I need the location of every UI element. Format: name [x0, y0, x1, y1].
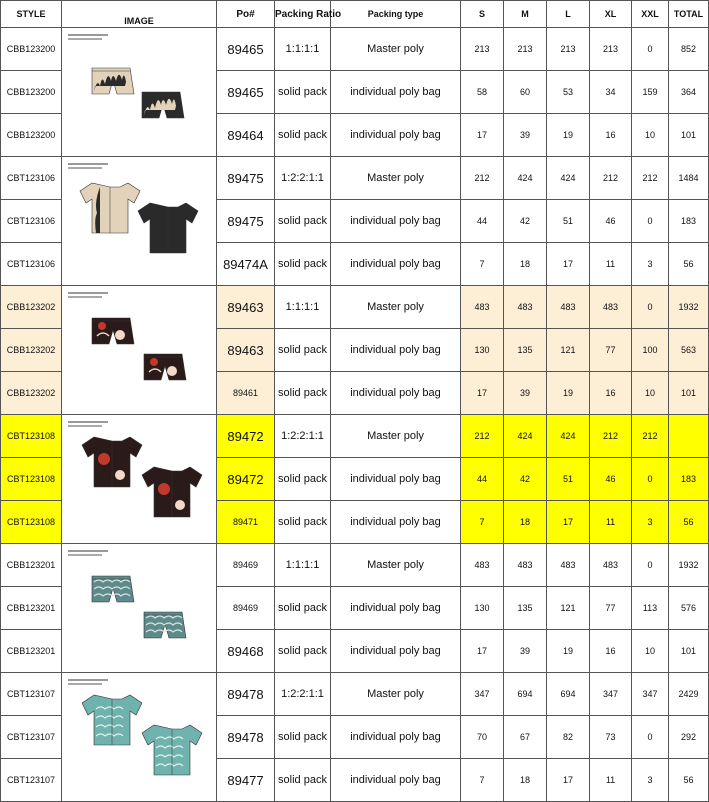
size-l-cell: 19: [547, 114, 590, 157]
size-s-cell: 130: [461, 329, 504, 372]
size-l-cell: 424: [547, 415, 590, 458]
header-total: TOTAL: [669, 1, 709, 28]
size-s-cell: 17: [461, 630, 504, 673]
size-m-cell: 213: [504, 28, 547, 71]
header-size-xxl: XXL: [632, 1, 669, 28]
size-xl-cell: 34: [590, 71, 632, 114]
size-m-cell: 135: [504, 329, 547, 372]
size-l-cell: 17: [547, 759, 590, 802]
packing-type-cell: individual poly bag: [331, 587, 461, 630]
packing-ratio-cell: solid pack: [275, 372, 331, 415]
size-s-cell: 58: [461, 71, 504, 114]
size-xl-cell: 483: [590, 286, 632, 329]
total-cell: 101: [669, 372, 709, 415]
size-m-cell: 60: [504, 71, 547, 114]
packing-ratio-cell: 1:1:1:1: [275, 28, 331, 71]
total-cell: 852: [669, 28, 709, 71]
po-number-cell: 89472: [217, 458, 275, 501]
total-cell: 563: [669, 329, 709, 372]
packing-type-cell: individual poly bag: [331, 114, 461, 157]
po-number-cell: 89464: [217, 114, 275, 157]
size-xl-cell: 77: [590, 329, 632, 372]
total-cell: [669, 415, 709, 458]
packing-type-cell: individual poly bag: [331, 71, 461, 114]
size-l-cell: 694: [547, 673, 590, 716]
po-number-cell: 89475: [217, 200, 275, 243]
packing-ratio-cell: solid pack: [275, 458, 331, 501]
size-m-cell: 67: [504, 716, 547, 759]
packing-type-cell: individual poly bag: [331, 243, 461, 286]
size-xl-cell: 11: [590, 243, 632, 286]
size-s-cell: 483: [461, 286, 504, 329]
size-l-cell: 213: [547, 28, 590, 71]
packing-type-cell: Master poly: [331, 286, 461, 329]
size-xl-cell: 46: [590, 200, 632, 243]
style-cell: CBB123201: [1, 587, 62, 630]
size-m-cell: 694: [504, 673, 547, 716]
size-xxl-cell: 212: [632, 157, 669, 200]
size-l-cell: 17: [547, 501, 590, 544]
header-size-m: M: [504, 1, 547, 28]
size-s-cell: 483: [461, 544, 504, 587]
packing-ratio-cell: solid pack: [275, 243, 331, 286]
size-s-cell: 213: [461, 28, 504, 71]
total-cell: 1932: [669, 286, 709, 329]
size-l-cell: 483: [547, 286, 590, 329]
style-cell: CBB123202: [1, 329, 62, 372]
size-m-cell: 18: [504, 243, 547, 286]
po-number-cell: 89472: [217, 415, 275, 458]
po-number-cell: 89478: [217, 673, 275, 716]
size-xl-cell: 213: [590, 28, 632, 71]
table-row: [1, 157, 709, 200]
style-cell: CBT123106: [1, 200, 62, 243]
total-cell: 1484: [669, 157, 709, 200]
total-cell: 56: [669, 501, 709, 544]
total-cell: 1932: [669, 544, 709, 587]
size-l-cell: 424: [547, 157, 590, 200]
po-number-cell: 89478: [217, 716, 275, 759]
size-xl-cell: 212: [590, 157, 632, 200]
size-xxl-cell: 0: [632, 286, 669, 329]
size-s-cell: 17: [461, 114, 504, 157]
packing-ratio-cell: 1:2:2:1:1: [275, 415, 331, 458]
style-cell: CBB123202: [1, 372, 62, 415]
size-xl-cell: 212: [590, 415, 632, 458]
size-l-cell: 51: [547, 458, 590, 501]
size-l-cell: 51: [547, 200, 590, 243]
style-cell: CBB123200: [1, 114, 62, 157]
size-xxl-cell: 212: [632, 415, 669, 458]
size-l-cell: 17: [547, 243, 590, 286]
total-cell: 292: [669, 716, 709, 759]
size-xl-cell: 11: [590, 501, 632, 544]
size-l-cell: 483: [547, 544, 590, 587]
size-xl-cell: 73: [590, 716, 632, 759]
size-xxl-cell: 3: [632, 501, 669, 544]
size-s-cell: 212: [461, 157, 504, 200]
packing-ratio-cell: solid pack: [275, 759, 331, 802]
size-s-cell: 7: [461, 759, 504, 802]
size-s-cell: 347: [461, 673, 504, 716]
style-cell: CBB123201: [1, 544, 62, 587]
header-packing-ratio: Packing Ratio: [275, 1, 331, 28]
size-xxl-cell: 347: [632, 673, 669, 716]
total-cell: 183: [669, 458, 709, 501]
size-m-cell: 18: [504, 501, 547, 544]
size-m-cell: 135: [504, 587, 547, 630]
size-m-cell: 424: [504, 415, 547, 458]
size-m-cell: 424: [504, 157, 547, 200]
size-m-cell: 483: [504, 544, 547, 587]
size-xxl-cell: 10: [632, 114, 669, 157]
packing-type-cell: Master poly: [331, 28, 461, 71]
size-xxl-cell: 0: [632, 200, 669, 243]
table-row: [1, 415, 709, 458]
style-cell: CBB123200: [1, 28, 62, 71]
size-m-cell: 42: [504, 458, 547, 501]
packing-type-cell: individual poly bag: [331, 716, 461, 759]
header-packing-type: Packing type: [331, 1, 461, 28]
size-l-cell: 19: [547, 372, 590, 415]
style-cell: CBT123107: [1, 716, 62, 759]
packing-type-cell: individual poly bag: [331, 630, 461, 673]
size-xl-cell: 347: [590, 673, 632, 716]
size-l-cell: 53: [547, 71, 590, 114]
packing-ratio-cell: solid pack: [275, 587, 331, 630]
total-cell: 101: [669, 114, 709, 157]
packing-type-cell: Master poly: [331, 544, 461, 587]
po-number-cell: 89463: [217, 329, 275, 372]
crane-print-shorts-sketch-icon: [62, 286, 217, 415]
crane-print-shirt-sketch-icon: [62, 415, 217, 544]
size-xxl-cell: 0: [632, 458, 669, 501]
packing-type-cell: individual poly bag: [331, 200, 461, 243]
packing-ratio-cell: solid pack: [275, 716, 331, 759]
style-cell: CBB123202: [1, 286, 62, 329]
packing-ratio-cell: solid pack: [275, 114, 331, 157]
size-xl-cell: 11: [590, 759, 632, 802]
size-xl-cell: 16: [590, 372, 632, 415]
flame-shorts-sketch-icon: [62, 28, 217, 157]
style-cell: CBT123106: [1, 243, 62, 286]
size-xl-cell: 16: [590, 114, 632, 157]
size-xl-cell: 16: [590, 630, 632, 673]
header-style: STYLE: [1, 1, 62, 28]
po-number-cell: 89477: [217, 759, 275, 802]
size-xxl-cell: 3: [632, 759, 669, 802]
size-xl-cell: 77: [590, 587, 632, 630]
packing-ratio-cell: 1:2:2:1:1: [275, 157, 331, 200]
po-number-cell: 89465: [217, 28, 275, 71]
size-xxl-cell: 0: [632, 544, 669, 587]
total-cell: 56: [669, 759, 709, 802]
size-m-cell: 39: [504, 630, 547, 673]
size-xxl-cell: 113: [632, 587, 669, 630]
total-cell: 183: [669, 200, 709, 243]
size-s-cell: 212: [461, 415, 504, 458]
size-m-cell: 483: [504, 286, 547, 329]
size-s-cell: 44: [461, 458, 504, 501]
style-cell: CBB123201: [1, 630, 62, 673]
total-cell: 101: [669, 630, 709, 673]
size-xxl-cell: 10: [632, 630, 669, 673]
table-row: [1, 673, 709, 716]
packing-type-cell: individual poly bag: [331, 501, 461, 544]
po-number-cell: 89465: [217, 71, 275, 114]
wave-print-shirt-sketch-icon: [62, 673, 217, 802]
style-cell: CBT123107: [1, 759, 62, 802]
packing-type-cell: Master poly: [331, 673, 461, 716]
total-cell: 364: [669, 71, 709, 114]
packing-ratio-cell: solid pack: [275, 501, 331, 544]
size-xxl-cell: 10: [632, 372, 669, 415]
size-xxl-cell: 159: [632, 71, 669, 114]
total-cell: 56: [669, 243, 709, 286]
total-cell: 576: [669, 587, 709, 630]
wave-print-shorts-sketch-icon: [62, 544, 217, 673]
header-row: [1, 1, 709, 28]
size-l-cell: 121: [547, 329, 590, 372]
size-xxl-cell: 3: [632, 243, 669, 286]
total-cell: 2429: [669, 673, 709, 716]
size-xxl-cell: 0: [632, 716, 669, 759]
header-po: Po#: [217, 1, 275, 28]
packing-type-cell: individual poly bag: [331, 372, 461, 415]
packing-type-cell: individual poly bag: [331, 329, 461, 372]
size-s-cell: 130: [461, 587, 504, 630]
packing-ratio-cell: solid pack: [275, 200, 331, 243]
header-size-s: S: [461, 1, 504, 28]
header-size-xl: XL: [590, 1, 632, 28]
packing-ratio-cell: 1:2:2:1:1: [275, 673, 331, 716]
size-s-cell: 7: [461, 243, 504, 286]
table-row: [1, 28, 709, 71]
po-number-cell: 89463: [217, 286, 275, 329]
po-number-cell: 89471: [217, 501, 275, 544]
po-number-cell: 89468: [217, 630, 275, 673]
size-l-cell: 82: [547, 716, 590, 759]
packing-type-cell: Master poly: [331, 157, 461, 200]
header-image: IMAGE: [62, 1, 217, 28]
style-cell: CBT123106: [1, 157, 62, 200]
packing-ratio-cell: 1:1:1:1: [275, 544, 331, 587]
size-s-cell: 7: [461, 501, 504, 544]
size-m-cell: 42: [504, 200, 547, 243]
packing-ratio-cell: solid pack: [275, 329, 331, 372]
size-xl-cell: 483: [590, 544, 632, 587]
packing-type-cell: individual poly bag: [331, 759, 461, 802]
size-xxl-cell: 100: [632, 329, 669, 372]
style-cell: CBB123200: [1, 71, 62, 114]
table-row: [1, 286, 709, 329]
packing-ratio-cell: 1:1:1:1: [275, 286, 331, 329]
size-xxl-cell: 0: [632, 28, 669, 71]
table-body: [1, 28, 709, 802]
po-number-cell: 89475: [217, 157, 275, 200]
size-m-cell: 39: [504, 114, 547, 157]
table-row: [1, 544, 709, 587]
po-number-cell: 89469: [217, 544, 275, 587]
size-m-cell: 39: [504, 372, 547, 415]
po-number-cell: 89461: [217, 372, 275, 415]
style-cell: CBT123108: [1, 415, 62, 458]
size-s-cell: 44: [461, 200, 504, 243]
size-s-cell: 70: [461, 716, 504, 759]
packing-type-cell: Master poly: [331, 415, 461, 458]
packing-ratio-cell: solid pack: [275, 71, 331, 114]
style-cell: CBT123108: [1, 458, 62, 501]
size-l-cell: 121: [547, 587, 590, 630]
flame-shirt-sketch-icon: [62, 157, 217, 286]
size-xl-cell: 46: [590, 458, 632, 501]
header-size-l: L: [547, 1, 590, 28]
size-m-cell: 18: [504, 759, 547, 802]
size-s-cell: 17: [461, 372, 504, 415]
packing-type-cell: individual poly bag: [331, 458, 461, 501]
style-cell: CBT123108: [1, 501, 62, 544]
po-number-cell: 89474A: [217, 243, 275, 286]
packing-ratio-cell: solid pack: [275, 630, 331, 673]
style-cell: CBT123107: [1, 673, 62, 716]
size-l-cell: 19: [547, 630, 590, 673]
po-number-cell: 89469: [217, 587, 275, 630]
